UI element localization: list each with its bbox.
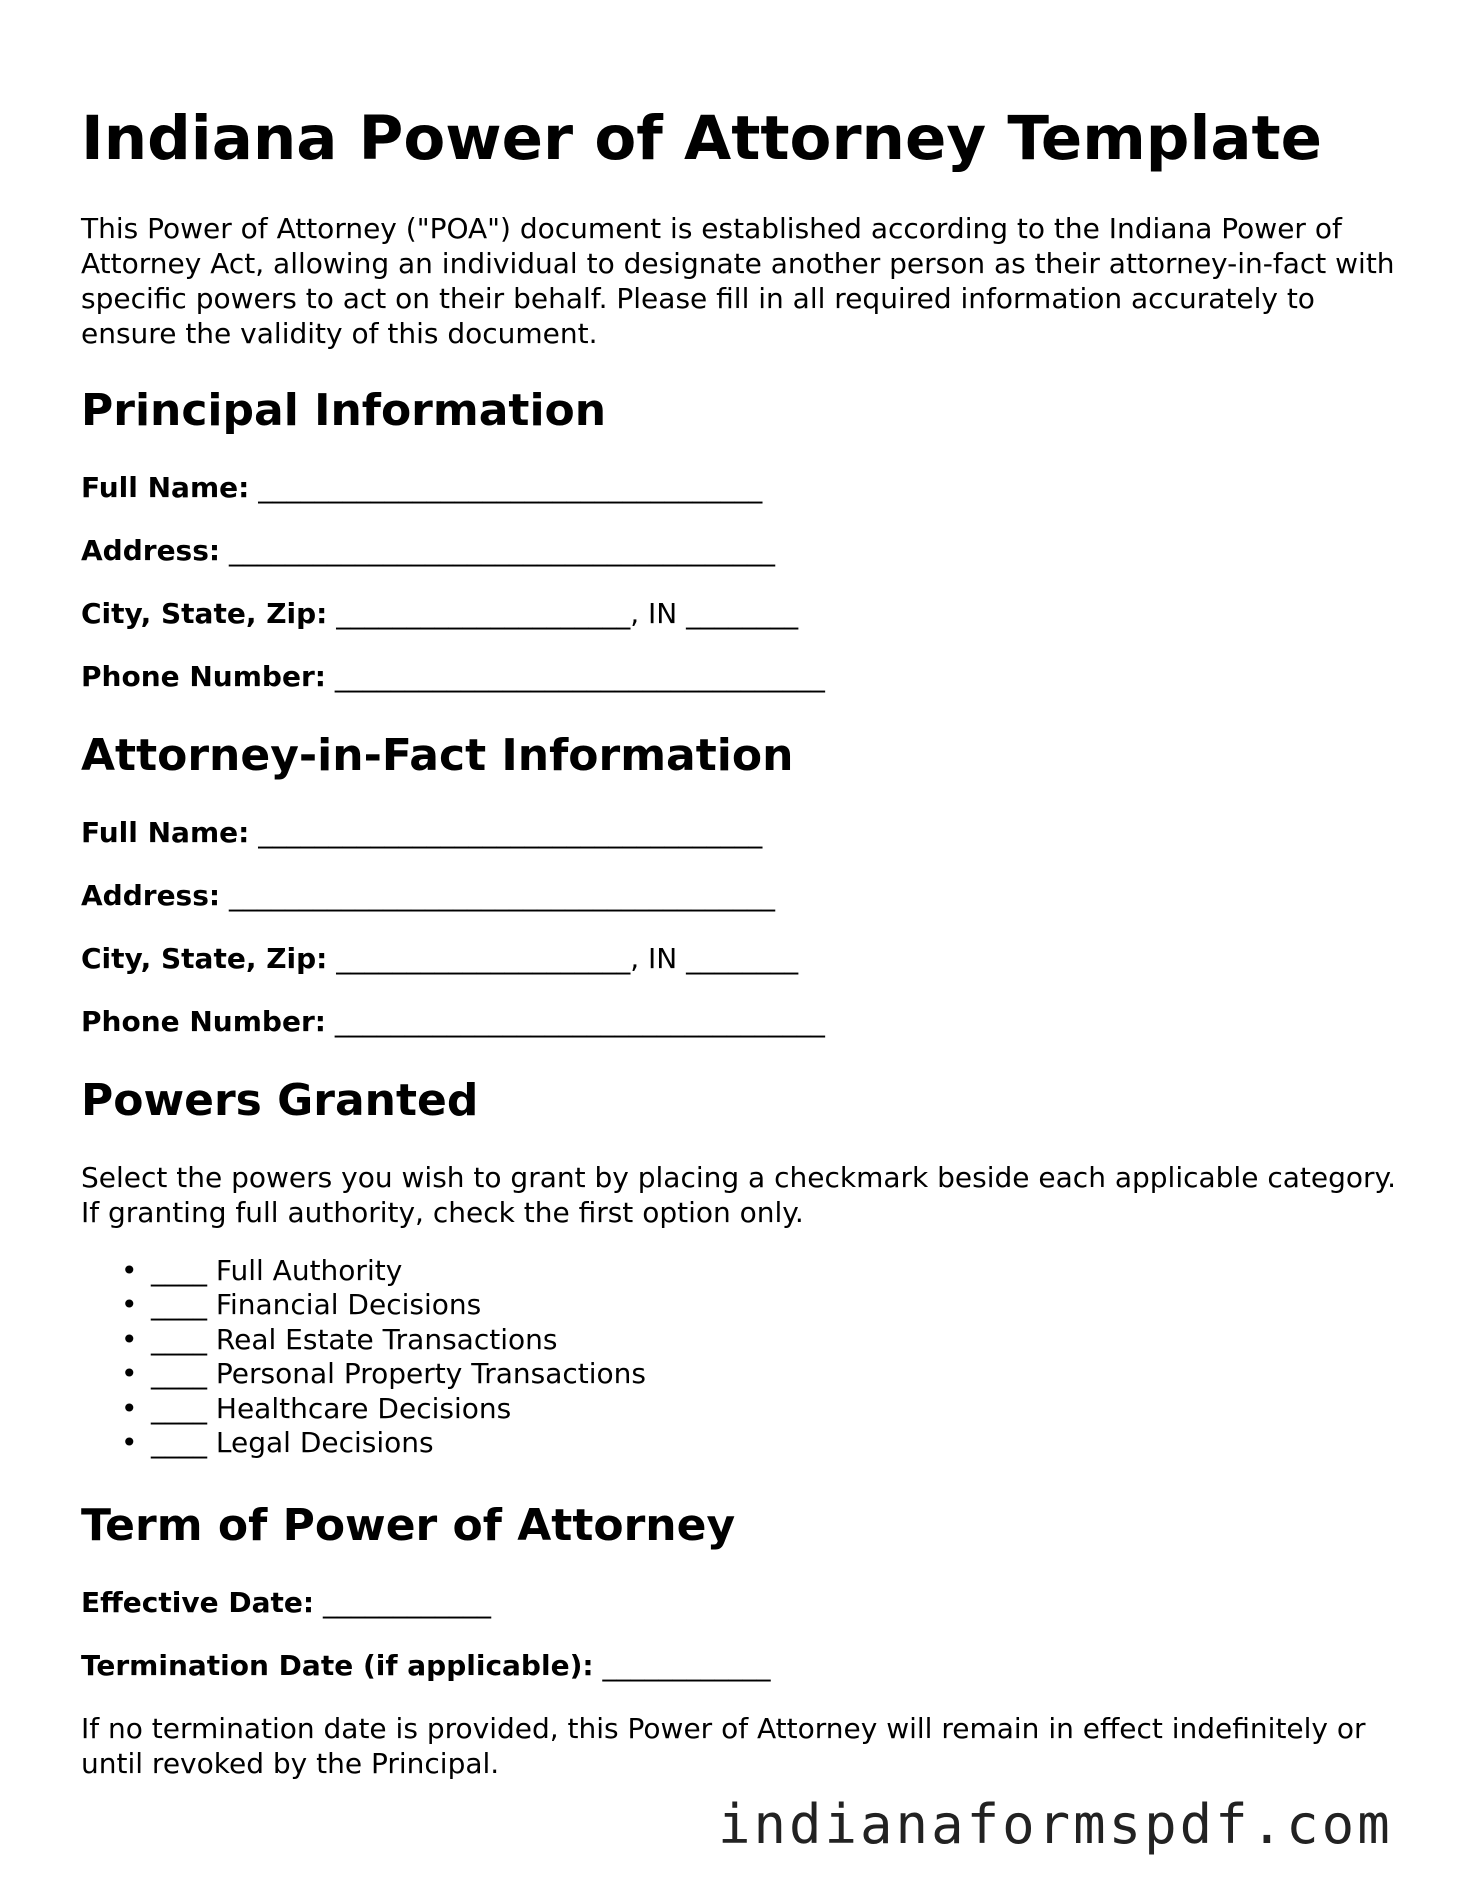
attorney-full-name-label: Full Name:	[81, 816, 250, 849]
powers-heading: Powers Granted	[81, 1075, 479, 1126]
attorney-address-field	[81, 878, 775, 914]
effective-date-field	[81, 1585, 491, 1621]
power-item-real-estate[interactable]: • ____ Real Estate Transactions	[121, 1322, 558, 1356]
bullet-icon: •	[121, 1288, 138, 1322]
attorney-phone-blank[interactable]: ___________________________________	[334, 1005, 825, 1038]
term-note: If no termination date is provided, this Power of Attorney will remain in effect indefinitely or until revoked by the Principal.	[81, 1712, 1366, 1780]
principal-phone-field	[81, 659, 825, 695]
power-item-full-authority[interactable]: • ____ Full Authority	[121, 1254, 403, 1287]
power-item-personal-property[interactable]: • ____ Personal Property Transactions	[121, 1357, 646, 1391]
principal-city-field	[81, 596, 798, 632]
attorney-heading: Attorney-in-Fact Information	[81, 730, 794, 781]
termination-date-blank[interactable]: ____________	[602, 1649, 771, 1682]
attorney-phone-label: Phone Number:	[81, 1005, 326, 1038]
principal-city-label: City, State, Zip:	[81, 597, 328, 630]
intro-paragraph: This Power of Attorney ("POA") document is established according to the Indiana Power of Attorney Act, allowing an individual to designate another person as their attorney-in-fact with specific powers to act on their behalf. Please fill in all required information accurately to ensure the validity of this document.	[81, 212, 1395, 350]
principal-address-blank[interactable]: _______________________________________	[229, 534, 775, 567]
term-heading: Term of Power of Attorney	[81, 1500, 736, 1551]
attorney-address-label: Address:	[81, 879, 221, 912]
effective-date-label: Effective Date:	[81, 1586, 315, 1619]
principal-city-blank[interactable]: _____________________, IN ________	[336, 597, 799, 630]
principal-phone-blank[interactable]: ___________________________________	[334, 660, 825, 693]
attorney-phone-field	[81, 1004, 825, 1040]
principal-full-name-field	[81, 470, 762, 506]
principal-heading: Principal Information	[81, 385, 607, 436]
attorney-city-field	[81, 941, 798, 977]
attorney-full-name-blank[interactable]: ____________________________________	[258, 816, 763, 849]
power-item-healthcare[interactable]: • ____ Healthcare Decisions	[121, 1391, 512, 1425]
document-title: Indiana Power of Attorney Template	[81, 103, 1323, 174]
principal-address-field	[81, 533, 775, 569]
power-item-financial[interactable]: • ____ Financial Decisions	[121, 1288, 482, 1322]
bullet-icon: •	[121, 1426, 138, 1460]
attorney-city-label: City, State, Zip:	[81, 942, 328, 975]
bullet-icon: •	[121, 1357, 138, 1391]
watermark: indianaformspdf.com	[718, 1793, 1393, 1856]
power-item-legal[interactable]: • ____ Legal Decisions	[121, 1426, 434, 1460]
termination-date-field	[81, 1648, 770, 1684]
attorney-full-name-field	[81, 815, 762, 851]
bullet-icon: •	[121, 1322, 138, 1356]
effective-date-blank[interactable]: ____________	[322, 1586, 491, 1619]
attorney-city-blank[interactable]: _____________________, IN ________	[336, 942, 799, 975]
principal-phone-label: Phone Number:	[81, 660, 326, 693]
principal-address-label: Address:	[81, 534, 221, 567]
powers-instructions: Select the powers you wish to grant by placing a checkmark beside each applicable category. If granting full authority, check the first option only.	[81, 1161, 1396, 1229]
termination-date-label: Termination Date (if applicable):	[81, 1649, 594, 1682]
principal-full-name-blank[interactable]: ____________________________________	[258, 471, 763, 504]
powers-list	[81, 1254, 646, 1460]
bullet-icon: •	[121, 1391, 138, 1425]
bullet-icon: •	[121, 1254, 138, 1287]
principal-full-name-label: Full Name:	[81, 471, 250, 504]
attorney-address-blank[interactable]: _______________________________________	[229, 879, 775, 912]
